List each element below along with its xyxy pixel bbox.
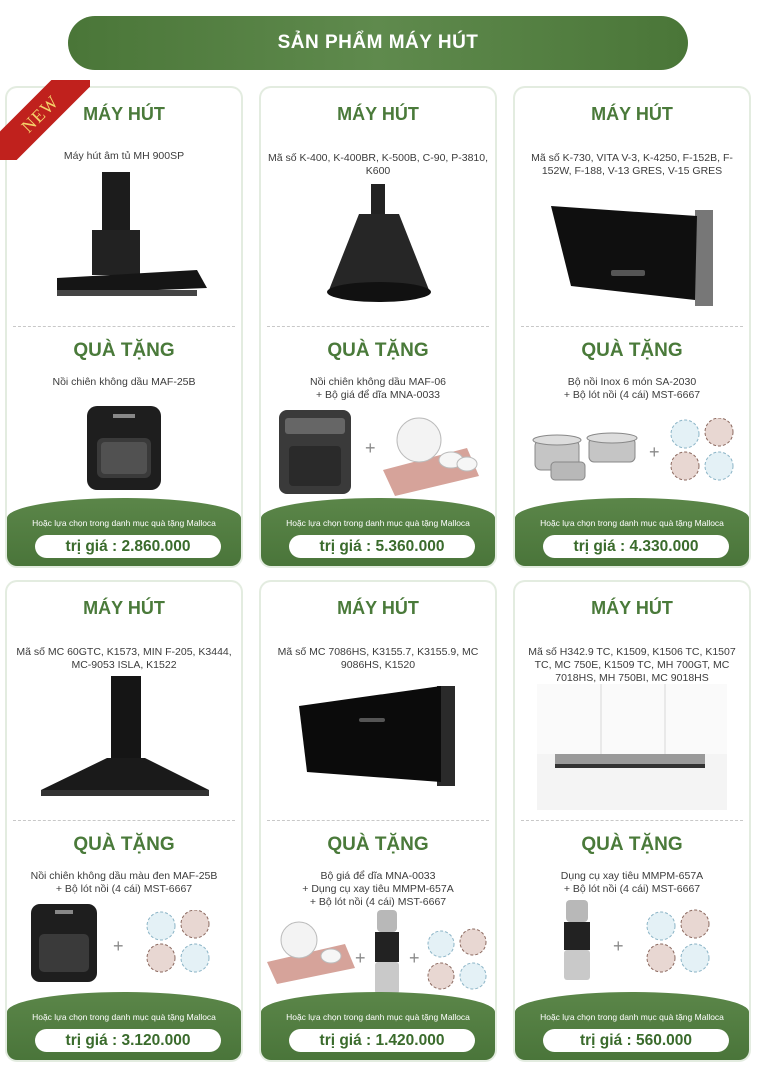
gift-text: Bộ giá để dĩa MNA-0033 + Dụng cụ xay tiêu MMPM-657A + Bộ lót nồi (4 cái) MST-6667 [302,870,454,908]
model-text: Máy hút âm tủ MH 900SP [63,150,185,162]
gift-title: QUÀ TẶNG [327,834,429,855]
gift-title: QUÀ TẶNG [581,834,683,855]
range-hood-image [47,170,207,310]
card-divider [521,326,743,327]
gift-text: Nồi chiên không dầu MAF-25B [52,376,196,388]
card-divider [267,326,489,327]
choose-text: Hoặc lựa chọn trong danh mục quà tặng Malloca [286,518,470,528]
page-title: SẢN PHẨM MÁY HÚT [68,16,688,70]
gift-text: Nồi chiên không dầu MAF-06 + Bộ giá để dĩa MNA-0033 [310,376,446,401]
new-badge [0,80,90,160]
new-badge-label: NEW [0,80,90,160]
card-divider [521,820,743,821]
machine-title: MÁY HÚT [591,598,673,618]
gift-title: QUÀ TẶNG [73,834,175,855]
dish-rack-image [265,920,357,986]
pot-holder-set-image [667,418,739,484]
machine-title: MÁY HÚT [337,104,419,124]
model-text: Mã số K-730, VITA V-3, K-4250, F-152B, F-152W, F-188, V-13 GRES, V-15 GRES [531,152,733,177]
air-fryer-image [29,902,99,986]
machine-title: MÁY HÚT [83,598,165,618]
choose-text: Hoặc lựa chọn trong danh mục quà tặng Malloca [540,1012,724,1022]
cookware-set-image [521,428,645,484]
air-fryer-image [275,408,355,498]
model-text: Mã số MC 7086HS, K3155.7, K3155.9, MC 9086HS, K1520 [277,646,479,671]
range-hood-image [319,182,439,312]
price-badge: trị giá : 1.420.000 [289,1029,475,1052]
plus-icon: + [113,936,124,956]
price-badge: trị giá : 4.330.000 [543,535,729,558]
gift-text: Nồi chiên không dầu màu đen MAF-25B + Bộ lót nồi (4 cái) MST-6667 [30,870,218,895]
model-text: Mã số H342.9 TC, K1509, K1506 TC, K1507 TC, MC 750E, K1509 TC, MH 700GT, MC 7018HS, MH 750BI, MC 9018HS [528,646,736,684]
product-card-2[interactable] [261,88,495,566]
choose-text: Hoặc lựa chọn trong danh mục quà tặng Malloca [32,518,216,528]
product-card-4[interactable] [7,582,241,1060]
model-text: Mã số K-400, K-400BR, K-500B, C-90, P-3810, K600 [267,152,489,177]
card-divider [267,820,489,821]
pot-holder-set-image [425,928,491,994]
air-fryer-image [83,404,165,494]
price-badge: trị giá : 3.120.000 [35,1029,221,1052]
machine-title: MÁY HÚT [337,598,419,618]
gift-title: QUÀ TẶNG [327,340,429,361]
plus-icon: + [409,948,420,968]
range-hood-image [295,682,463,792]
model-text: Mã số MC 60GTC, K1573, MIN F-205, K3444, MC-9053 ISLA, K1522 [16,646,232,671]
range-hood-image [545,200,717,312]
gift-title: QUÀ TẶNG [73,340,175,361]
dish-rack-image [379,416,481,496]
card-divider [13,820,235,821]
product-card-6[interactable] [515,582,749,1060]
pot-holder-set-image [143,910,213,976]
price-badge: trị giá : 560.000 [543,1029,729,1052]
range-hood-image [37,674,213,804]
product-card-3[interactable] [515,88,749,566]
plus-icon: + [649,442,660,462]
pepper-grinder-image [369,908,405,998]
machine-title: MÁY HÚT [591,104,673,124]
plus-icon: + [365,438,376,458]
pot-holder-set-image [643,908,713,978]
pepper-grinder-image [557,898,597,982]
card-divider [13,326,235,327]
price-badge: trị giá : 5.360.000 [289,535,475,558]
product-card-5[interactable] [261,582,495,1060]
choose-text: Hoặc lựa chọn trong danh mục quà tặng Malloca [286,1012,470,1022]
machine-title: MÁY HÚT [83,104,165,124]
plus-icon: + [355,948,366,968]
gift-text: Dụng cụ xay tiêu MMPM-657A + Bộ lót nồi (4 cái) MST-6667 [560,870,704,895]
gift-title: QUÀ TẶNG [581,340,683,361]
choose-text: Hoặc lựa chọn trong danh mục quà tặng Malloca [540,518,724,528]
gift-text: Bộ nồi Inox 6 món SA-2030 + Bộ lót nồi (4 cái) MST-6667 [563,376,701,401]
price-badge: trị giá : 2.860.000 [35,535,221,558]
plus-icon: + [613,936,624,956]
choose-text: Hoặc lựa chọn trong danh mục quà tặng Malloca [32,1012,216,1022]
range-hood-image [537,684,727,810]
